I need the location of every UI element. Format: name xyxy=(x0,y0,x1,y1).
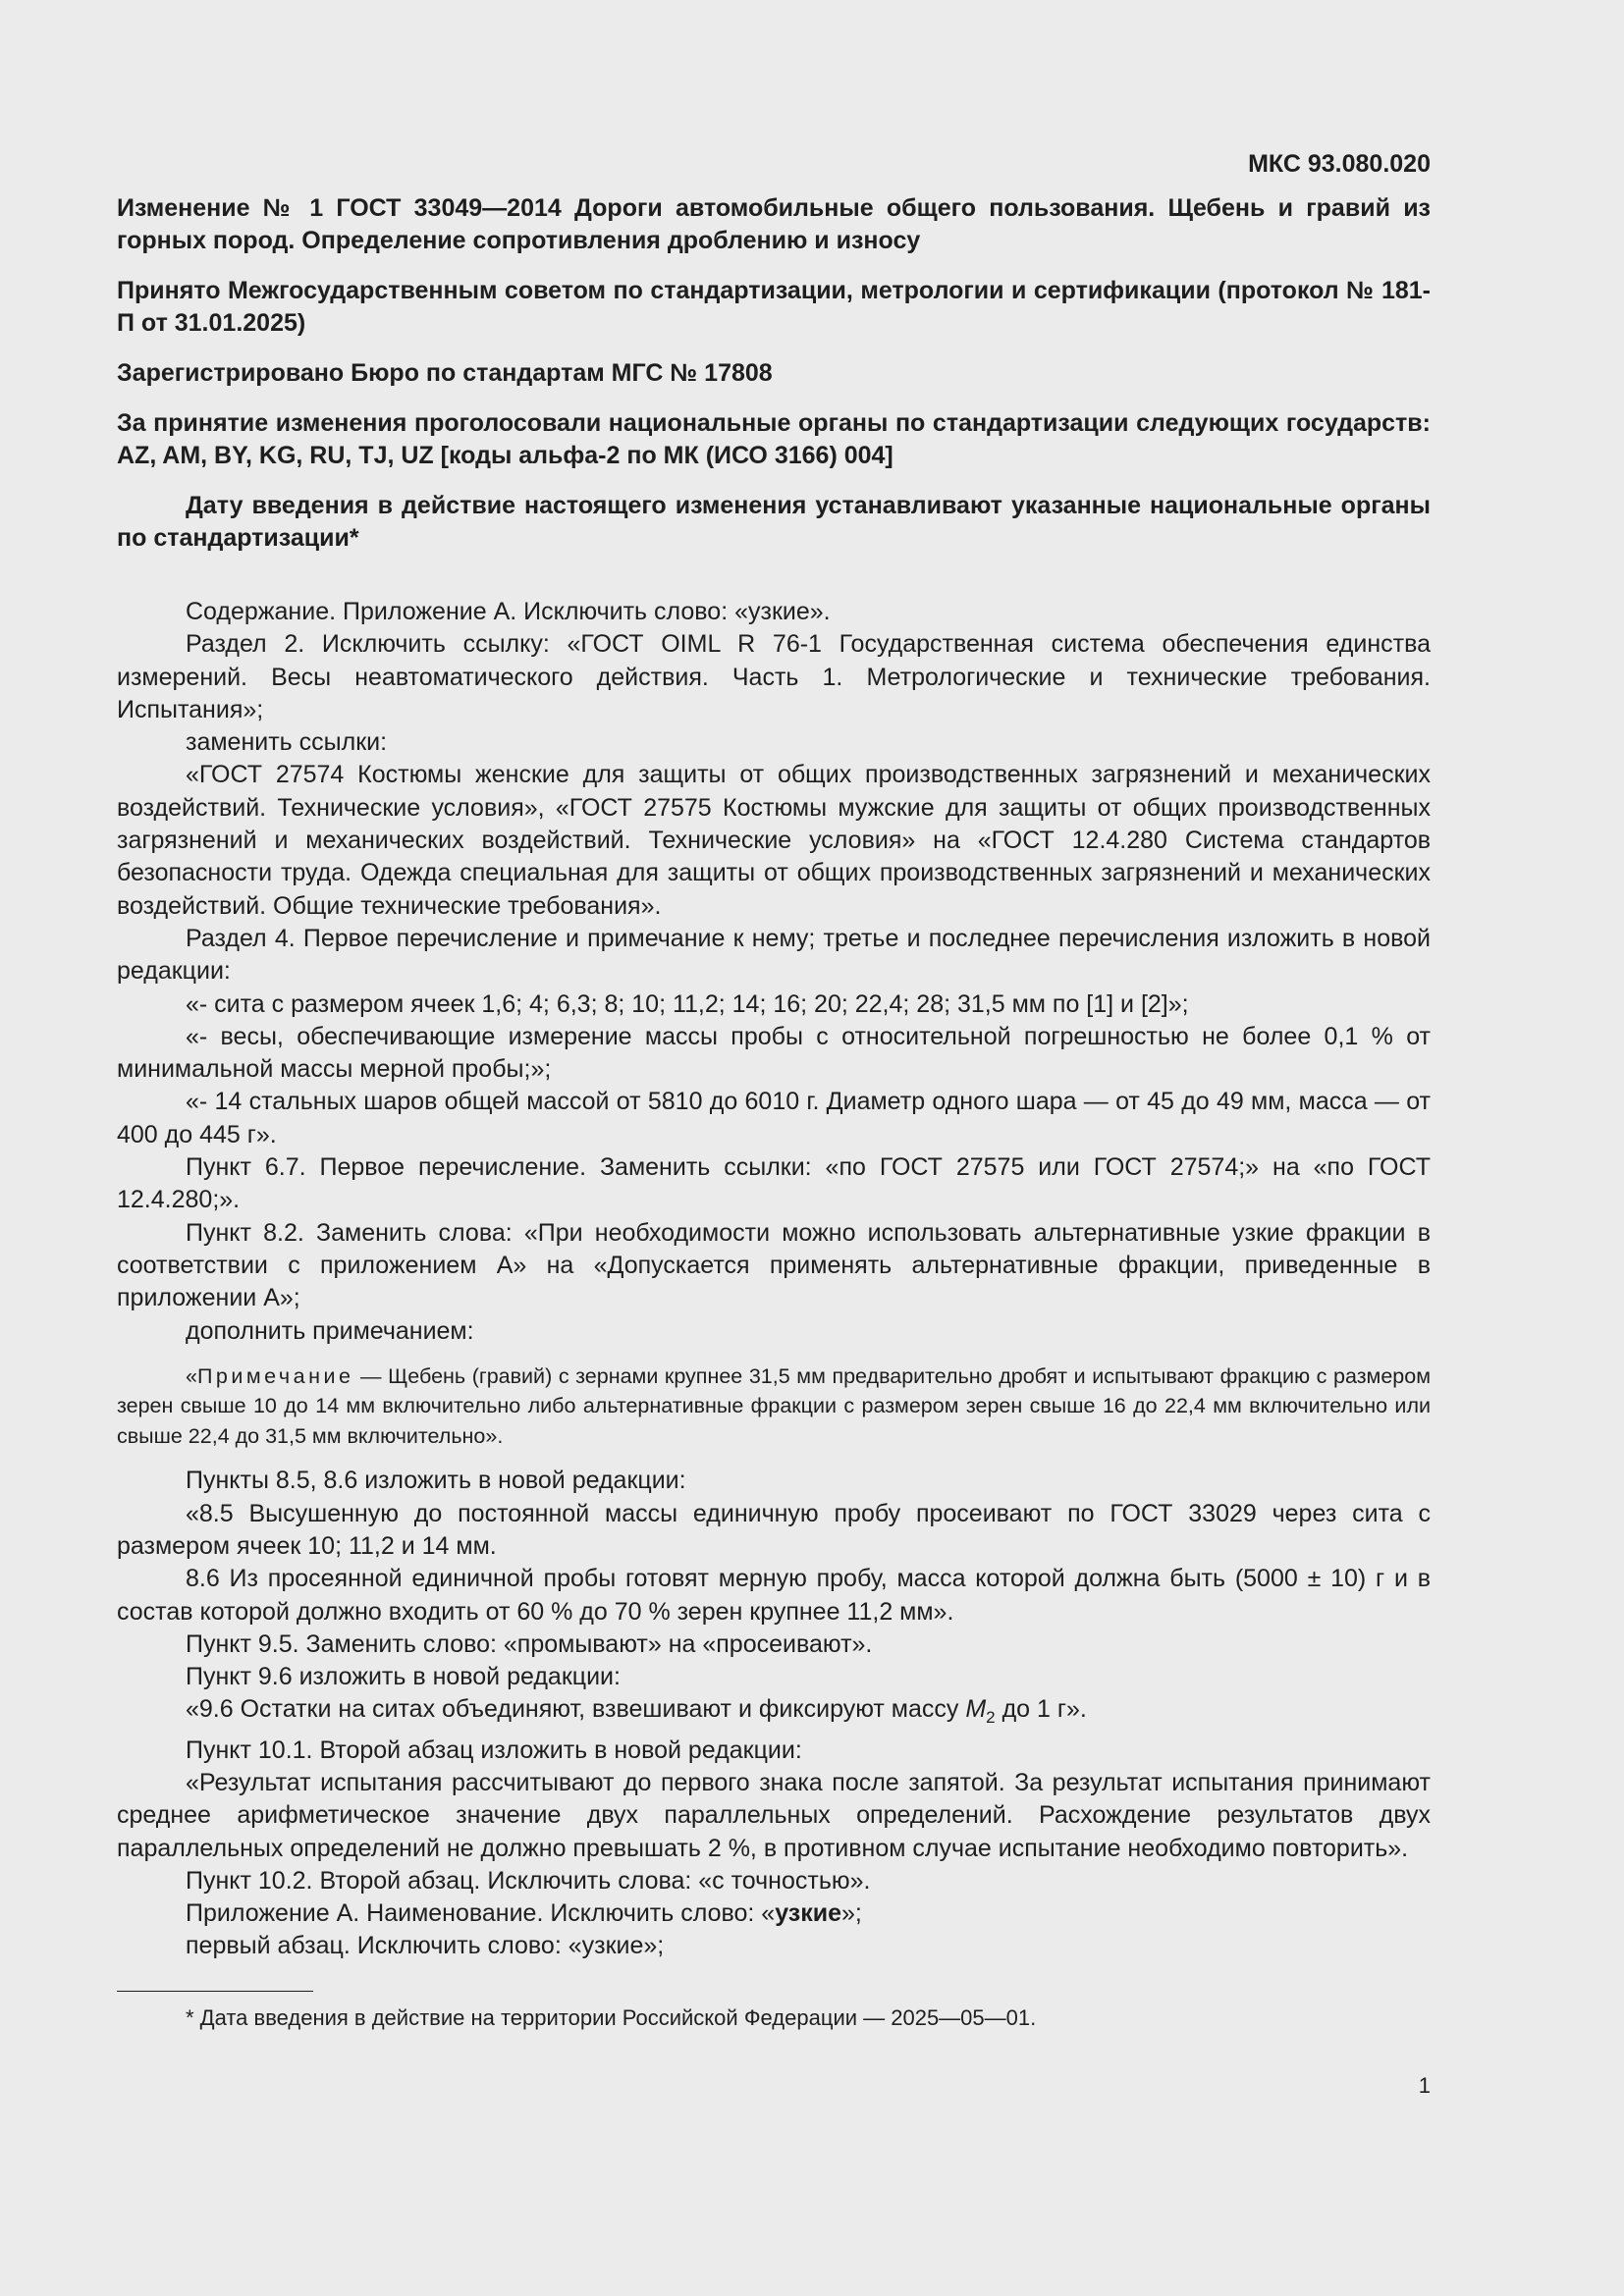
paragraph: Раздел 4. Первое перечисление и примечание к нему; третье и последнее перечисления изложить в новой редакции: xyxy=(117,924,1431,986)
paragraph xyxy=(117,1693,1431,1734)
list-item: «- весы, обеспечивающие измерение массы пробы с относительной погрешностью не более 0,1 % от минимальной массы мерной пробы;»; xyxy=(117,1022,1431,1084)
paragraph: «ГОСТ 27574 Костюмы женские для защиты от общих производственных загрязнений и механических воздействий. Технические условия», «ГОСТ 27575 Костюмы мужские для защиты от общих производственных загрязнений и механических воздействий. Технические условия» на «ГОСТ 12.4.280 Система стандартов безопасности труда. Одежда специальная для защиты от общих производственных загрязнений и механических воздействий. Общие технические требования». xyxy=(117,761,1431,920)
mass-variable: M xyxy=(965,1695,987,1724)
note-paragraph xyxy=(117,1362,1431,1452)
note-label: Примечание xyxy=(196,1363,354,1388)
list-item: «- 14 стальных шаров общей массой от 5810 до 6010 г. Диаметр одного шара — от 45 до 49 мм, масса — от 400 до 445 г». xyxy=(117,1088,1431,1148)
paragraph: Пункт 10.1. Второй абзац изложить в новой редакции: xyxy=(186,1735,802,1764)
note-prefix: « xyxy=(186,1363,197,1388)
amendment-title: Изменение № 1 ГОСТ 33049—2014 Дороги автомобильные общего пользования. Щебень и гравий из горных пород. Определение сопротивления дроблению и износу xyxy=(117,194,1431,254)
formula-end: до 1 г». xyxy=(995,1695,1087,1724)
adopted-statement: Принято Межгосударственным советом по стандартизации, метрологии и сертификации (протокол № 181-П от 31.01.2025) xyxy=(117,277,1431,337)
effective-date-statement: Дату введения в действие настоящего изменения устанавливают указанные национальные органы по стандартизации* xyxy=(117,492,1431,552)
paragraph: Пункты 8.5, 8.6 изложить в новой редакции: xyxy=(186,1467,686,1495)
paragraph xyxy=(117,1897,1431,1930)
formula-text: «9.6 Остатки на ситах объединяют, взвешивают и фиксируют массу xyxy=(186,1695,966,1724)
annex-text: Приложение А. Наименование. Исключить слово: « xyxy=(186,1899,776,1928)
amendment-body xyxy=(117,596,1431,1963)
paragraph: Пункт 8.2. Заменить слова: «При необходимости можно использовать альтернативные узкие фракции в соответствии с приложением А» на «Допускается применять альтернативные фракции, приведенные в приложении А»; xyxy=(117,1218,1431,1312)
page-number: 1 xyxy=(1418,2073,1431,2098)
paragraph: дополнить примечанием: xyxy=(186,1316,474,1345)
note-text: — Щебень (гравий) с зернами крупнее 31,5 мм предварительно дробят и испытывают фракцию с размером зерен свыше 10 до 14 мм включительно либо альтернативные фракции с размером зерен свыше 16 до 22,4 мм включительно или свыше 22,4 до 31,5 мм включительно». xyxy=(117,1363,1431,1448)
paragraph: «Результат испытания рассчитывают до первого знака после запятой. За результат испытания принимают среднее арифметическое значение двух параллельных определений. Расхождение результатов двух параллельных определений не должно превышать 2 %, в противном случае испытание необходимо повторить». xyxy=(117,1769,1431,1862)
mass-subscript: 2 xyxy=(986,1708,996,1728)
paragraph: 8.6 Из просеянной единичной пробы готовят мерную пробу, масса которой должна быть (5000 ± 10) г и в состав которой должно входить от 60 % до 70 % зерен крупнее 11,2 мм». xyxy=(117,1565,1431,1626)
paragraph: Пункт 6.7. Первое перечисление. Заменить ссылки: «по ГОСТ 27575 или ГОСТ 27574;» на «по ГОСТ 12.4.280;». xyxy=(117,1153,1431,1214)
paragraph: «8.5 Высушенную до постоянной массы единичную пробу просеивают по ГОСТ 33029 через сита с размером ячеек 10; 11,2 и 14 мм. xyxy=(117,1499,1431,1560)
registration-statement: Зарегистрировано Бюро по стандартам МГС № 17808 xyxy=(117,359,773,387)
footnote-divider xyxy=(117,1991,313,1992)
paragraph: первый абзац. Исключить слово: «узкие»; xyxy=(186,1932,665,1960)
classification-code: МКС 93.080.020 xyxy=(1248,150,1431,178)
paragraph: Пункт 9.6 изложить в новой редакции: xyxy=(186,1663,621,1691)
voting-statement: За принятие изменения проголосовали национальные органы по стандартизации следующих государств: AZ, AM, BY, KG, RU, TJ, UZ [коды альфа-2 по МК (ИСО 3166) 004] xyxy=(117,409,1431,469)
annex-bold-word: узкие xyxy=(775,1899,841,1928)
annex-end: »; xyxy=(841,1899,862,1928)
paragraph: Содержание. Приложение А. Исключить слово: «узкие». xyxy=(186,598,831,625)
paragraph: Раздел 2. Исключить ссылку: «ГОСТ OIML R 76-1 Государственная система обеспечения единства измерений. Весы неавтоматического действия. Часть 1. Метрологические и технические требования. Испытания»; xyxy=(117,630,1431,723)
paragraph: Пункт 10.2. Второй абзац. Исключить слова: «с точностью». xyxy=(186,1866,871,1895)
paragraph: заменить ссылки: xyxy=(186,728,388,757)
paragraph: Пункт 9.5. Заменить слово: «промывают» на «просеивают». xyxy=(186,1629,873,1658)
list-item: «- сита с размером ячеек 1,6; 4; 6,3; 8; 10; 11,2; 14; 16; 20; 22,4; 28; 31,5 мм по [1] и [2]»; xyxy=(186,989,1189,1018)
footnote: * Дата введения в действие на территории Российской Федерации — 2025—05—01. xyxy=(186,2004,1037,2030)
